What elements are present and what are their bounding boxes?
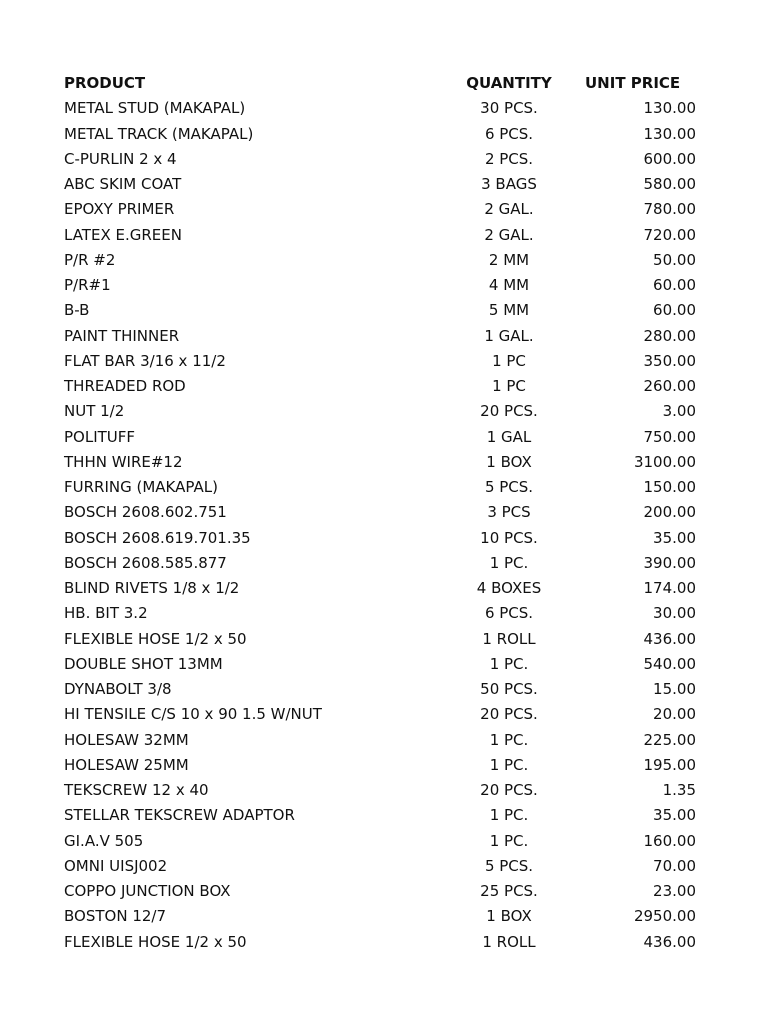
quantity-cell: 2 GAL. <box>484 225 534 244</box>
unit-price-cell: 70.00 <box>653 856 696 875</box>
product-cell: COPPO JUNCTION BOX <box>64 882 231 900</box>
quantity-cell: 1 PC <box>492 377 526 395</box>
table-row <box>0 753 768 778</box>
quantity-cell: 1 ROLL <box>482 629 536 648</box>
product-cell: TEKSCREW 12 x 40 <box>64 781 209 799</box>
unit-price-cell: 195.00 <box>643 755 696 774</box>
product-cell: HI TENSILE C/S 10 x 90 1.5 W/NUT <box>64 705 322 724</box>
unit-price-cell: 780.00 <box>643 200 696 219</box>
table-row <box>0 122 768 147</box>
unit-price-cell: 1.35 <box>662 781 696 799</box>
quantity-cell: 5 PCS. <box>484 856 534 875</box>
unit-price-cell: 200.00 <box>643 503 696 522</box>
unit-price-cell: 436.00 <box>643 932 696 951</box>
product-cell: POLITUFF <box>64 427 136 446</box>
unit-price-cell: 23.00 <box>653 882 696 900</box>
quantity-cell: 1 PC. <box>489 654 529 673</box>
product-cell: P/R#1 <box>64 276 111 294</box>
quantity-cell: 1 PC <box>492 351 526 370</box>
unit-price-cell: 580.00 <box>643 175 696 193</box>
header-unit-price: UNIT PRICE <box>585 74 681 92</box>
product-cell: PAINT THINNER <box>64 326 180 345</box>
quantity-cell: 5 PCS. <box>484 478 534 496</box>
table-row <box>0 829 768 854</box>
table-row <box>0 627 768 652</box>
table-header-row <box>0 71 768 96</box>
table-row <box>0 273 768 298</box>
unit-price-cell: 30.00 <box>653 604 696 623</box>
quantity-cell: 30 PCS. <box>480 99 538 118</box>
unit-price-cell: 390.00 <box>643 553 696 572</box>
quantity-cell: 1 BOX <box>486 907 532 926</box>
product-cell: NUT 1/2 <box>64 402 125 421</box>
product-cell: GI.A.V 505 <box>64 831 144 850</box>
unit-price-cell: 600.00 <box>643 149 696 168</box>
unit-price-cell: 2950.00 <box>633 907 696 926</box>
quantity-cell: 4 MM <box>488 276 530 294</box>
product-cell: THREADED ROD <box>64 377 186 395</box>
unit-price-cell: 750.00 <box>643 427 696 446</box>
unit-price-cell: 50.00 <box>653 250 696 269</box>
product-price-table <box>0 71 768 955</box>
unit-price-cell: 60.00 <box>653 276 696 294</box>
quantity-cell: 20 PCS. <box>480 705 538 724</box>
table-row <box>0 904 768 929</box>
table-body <box>0 96 768 955</box>
quantity-cell: 3 BAGS <box>481 175 537 193</box>
quantity-cell: 10 PCS. <box>480 528 538 547</box>
product-cell: LATEX E.GREEN <box>64 225 182 244</box>
table-row <box>0 475 768 500</box>
unit-price-cell: 280.00 <box>643 326 696 345</box>
unit-price-cell: 260.00 <box>643 377 696 395</box>
table-row <box>0 374 768 399</box>
table-row <box>0 576 768 601</box>
product-cell: BOSCH 2608.602.751 <box>64 503 227 522</box>
table-row <box>0 854 768 879</box>
header-quantity: QUANTITY <box>466 74 552 92</box>
quantity-cell: 2 MM <box>488 250 530 269</box>
product-cell: FLAT BAR 3/16 x 11/2 <box>64 351 226 370</box>
quantity-cell: 2 PCS. <box>484 149 534 168</box>
unit-price-cell: 540.00 <box>643 654 696 673</box>
table-row <box>0 324 768 349</box>
quantity-cell: 1 GAL <box>486 427 532 446</box>
quantity-cell: 1 GAL. <box>484 326 534 345</box>
unit-price-cell: 130.00 <box>643 99 696 118</box>
product-cell: BOSCH 2608.585.877 <box>64 553 227 572</box>
unit-price-cell: 160.00 <box>643 831 696 850</box>
table-row <box>0 930 768 955</box>
quantity-cell: 3 PCS <box>487 503 531 522</box>
unit-price-cell: 130.00 <box>643 124 696 143</box>
quantity-cell: 5 MM <box>488 301 530 320</box>
table-row <box>0 728 768 753</box>
unit-price-cell: 20.00 <box>653 705 696 724</box>
product-cell: STELLAR TEKSCREW ADAPTOR <box>64 806 295 825</box>
table-row <box>0 778 768 803</box>
unit-price-cell: 35.00 <box>653 528 696 547</box>
product-cell: DYNABOLT 3/8 <box>64 680 172 698</box>
table-row <box>0 96 768 121</box>
unit-price-cell: 150.00 <box>643 478 696 496</box>
unit-price-cell: 436.00 <box>643 629 696 648</box>
table-row <box>0 197 768 222</box>
header-product: PRODUCT <box>64 74 146 92</box>
unit-price-cell: 350.00 <box>643 351 696 370</box>
quantity-cell: 4 BOXES <box>476 579 542 597</box>
product-cell: METAL STUD (MAKAPAL) <box>64 99 246 118</box>
quantity-cell: 50 PCS. <box>480 680 538 698</box>
quantity-cell: 20 PCS. <box>480 402 538 421</box>
quantity-cell: 2 GAL. <box>484 200 534 219</box>
unit-price-cell: 174.00 <box>643 579 696 597</box>
table-row <box>0 223 768 248</box>
quantity-cell: 1 ROLL <box>482 932 536 951</box>
product-cell: C-PURLIN 2 x 4 <box>64 149 177 168</box>
table-row <box>0 450 768 475</box>
product-cell: HOLESAW 25MM <box>64 755 189 774</box>
table-row <box>0 652 768 677</box>
table-row <box>0 399 768 424</box>
unit-price-cell: 225.00 <box>643 730 696 749</box>
quantity-cell: 1 PC. <box>489 755 529 774</box>
quantity-cell: 6 PCS. <box>484 604 534 623</box>
product-cell: BOSTON 12/7 <box>64 907 166 926</box>
quantity-cell: 1 PC. <box>489 553 529 572</box>
table-row <box>0 803 768 828</box>
quantity-cell: 1 PC. <box>489 806 529 825</box>
product-cell: HOLESAW 32MM <box>64 730 189 749</box>
table-row <box>0 172 768 197</box>
table-row <box>0 298 768 323</box>
table-row <box>0 248 768 273</box>
table-row <box>0 147 768 172</box>
unit-price-cell: 60.00 <box>653 301 696 320</box>
unit-price-cell: 3.00 <box>662 402 696 421</box>
product-cell: EPOXY PRIMER <box>64 200 175 219</box>
table-row <box>0 349 768 374</box>
table-row <box>0 526 768 551</box>
product-cell: METAL TRACK (MAKAPAL) <box>64 124 254 143</box>
product-cell: FURRING (MAKAPAL) <box>64 478 218 496</box>
product-cell: FLEXIBLE HOSE 1/2 x 50 <box>64 629 247 648</box>
product-cell: ABC SKIM COAT <box>64 175 182 193</box>
product-cell: BLIND RIVETS 1/8 x 1/2 <box>64 579 240 597</box>
table-row <box>0 601 768 626</box>
product-cell: FLEXIBLE HOSE 1/2 x 50 <box>64 932 247 951</box>
unit-price-cell: 720.00 <box>643 225 696 244</box>
product-cell: DOUBLE SHOT 13MM <box>64 654 223 673</box>
unit-price-cell: 3100.00 <box>633 452 696 471</box>
product-cell: HB. BIT 3.2 <box>64 604 148 623</box>
quantity-cell: 20 PCS. <box>480 781 538 799</box>
table-row <box>0 879 768 904</box>
quantity-cell: 1 PC. <box>489 831 529 850</box>
product-cell: P/R #2 <box>64 250 116 269</box>
table-row <box>0 500 768 525</box>
unit-price-cell: 15.00 <box>653 680 696 698</box>
quantity-cell: 6 PCS. <box>484 124 534 143</box>
table-row <box>0 425 768 450</box>
product-cell: THHN WIRE#12 <box>64 452 183 471</box>
table-row <box>0 677 768 702</box>
table-row <box>0 551 768 576</box>
quantity-cell: 25 PCS. <box>480 882 538 900</box>
product-cell: BOSCH 2608.619.701.35 <box>64 528 251 547</box>
product-cell: OMNI UISJ002 <box>64 856 168 875</box>
unit-price-cell: 35.00 <box>653 806 696 825</box>
quantity-cell: 1 PC. <box>489 730 529 749</box>
product-cell: B-B <box>64 301 90 320</box>
table-row <box>0 702 768 727</box>
quantity-cell: 1 BOX <box>486 452 532 471</box>
